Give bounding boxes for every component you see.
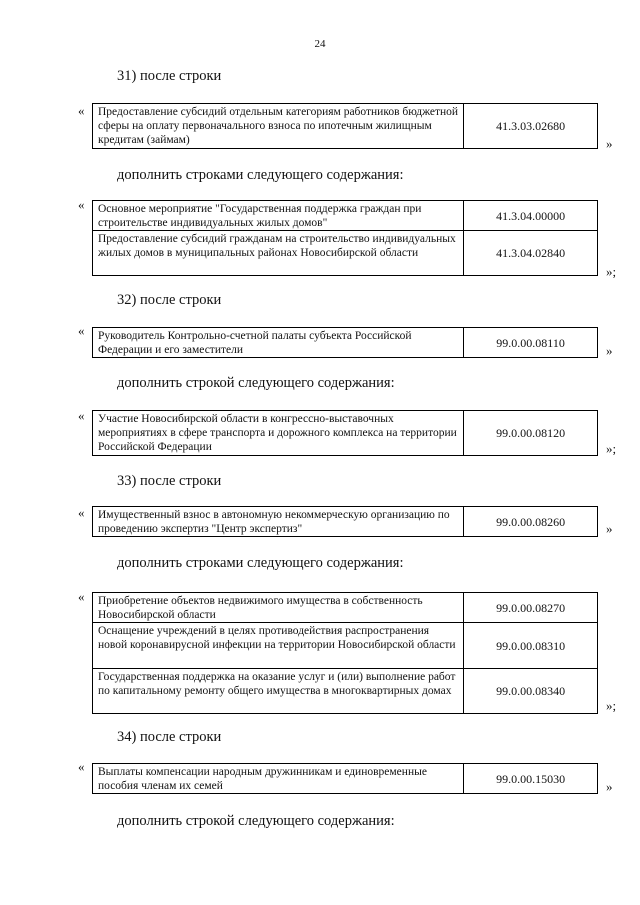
table-row <box>93 623 598 669</box>
table-new-rows <box>92 410 598 456</box>
row-code: 41.3.04.00000 <box>464 201 598 231</box>
insert-instruction: дополнить строками следующего содержания: <box>117 167 404 183</box>
row-code: 41.3.03.02680 <box>464 104 598 149</box>
opening-quote: « <box>78 323 85 338</box>
section-heading: 33) после строки <box>117 473 222 489</box>
table-row <box>93 411 598 456</box>
table-row <box>93 507 598 537</box>
table-after-row <box>92 763 598 794</box>
row-name: Приобретение объектов недвижимого имущества в собственность Новосибирской области <box>93 593 464 623</box>
closing-quote: » <box>606 521 613 536</box>
closing-quote: »; <box>606 441 617 456</box>
row-code: 99.0.00.08120 <box>464 411 598 456</box>
table-new-rows <box>92 592 598 714</box>
row-code: 99.0.00.08340 <box>464 669 598 714</box>
table-row <box>93 593 598 623</box>
opening-quote: « <box>78 103 85 118</box>
row-name: Участие Новосибирской области в конгрессно-выставочных мероприятиях в сфере транспорта и дорожного комплекса на территории Российской Федерации <box>93 411 464 456</box>
opening-quote: « <box>78 505 85 520</box>
table-row <box>93 104 598 149</box>
row-code: 99.0.00.15030 <box>464 764 598 794</box>
row-code: 99.0.00.08270 <box>464 593 598 623</box>
page-number: 24 <box>314 38 326 50</box>
row-name: Предоставление субсидий гражданам на строительство индивидуальных жилых домов в муниципальных районах Новосибирской области <box>93 231 464 276</box>
table-after-row <box>92 327 598 358</box>
section-heading: 32) после строки <box>117 292 222 308</box>
row-name: Основное мероприятие "Государственная поддержка граждан при строительстве индивидуальных жилых домов" <box>93 201 464 231</box>
row-name: Оснащение учреждений в целях противодействия распространения новой коронавирусной инфекции на территории Новосибирской области <box>93 623 464 669</box>
table-row <box>93 764 598 794</box>
table-row <box>93 231 598 276</box>
closing-quote: » <box>606 779 613 794</box>
row-name: Имущественный взнос в автономную некоммерческую организацию по проведению экспертиз "Центр экспертиз" <box>93 507 464 537</box>
opening-quote: « <box>78 589 85 604</box>
row-code: 99.0.00.08310 <box>464 623 598 669</box>
insert-instruction: дополнить строкой следующего содержания: <box>117 375 395 391</box>
table-row <box>93 328 598 358</box>
section-heading: 34) после строки <box>117 729 222 745</box>
opening-quote: « <box>78 197 85 212</box>
section-heading: 31) после строки <box>117 68 222 84</box>
row-name: Руководитель Контрольно-счетной палаты субъекта Российской Федерации и его заместители <box>93 328 464 358</box>
closing-quote: »; <box>606 698 617 713</box>
closing-quote: »; <box>606 264 617 279</box>
closing-quote: » <box>606 136 613 151</box>
table-new-rows <box>92 200 598 276</box>
table-after-row <box>92 103 598 149</box>
row-name: Выплаты компенсации народным дружинникам и единовременные пособия членам их семей <box>93 764 464 794</box>
insert-instruction: дополнить строками следующего содержания: <box>117 555 404 571</box>
row-name: Государственная поддержка на оказание услуг и (или) выполнение работ по капитальному ремонту общего имущества в многоквартирных домах <box>93 669 464 714</box>
table-after-row <box>92 506 598 537</box>
opening-quote: « <box>78 759 85 774</box>
table-row <box>93 669 598 714</box>
row-code: 99.0.00.08260 <box>464 507 598 537</box>
insert-instruction: дополнить строкой следующего содержания: <box>117 813 395 829</box>
row-code: 41.3.04.02840 <box>464 231 598 276</box>
row-name: Предоставление субсидий отдельным категориям работников бюджетной сферы на оплату первоначального взноса по ипотечным жилищным кредитам (займам) <box>93 104 464 149</box>
closing-quote: » <box>606 343 613 358</box>
opening-quote: « <box>78 408 85 423</box>
row-code: 99.0.00.08110 <box>464 328 598 358</box>
table-row <box>93 201 598 231</box>
